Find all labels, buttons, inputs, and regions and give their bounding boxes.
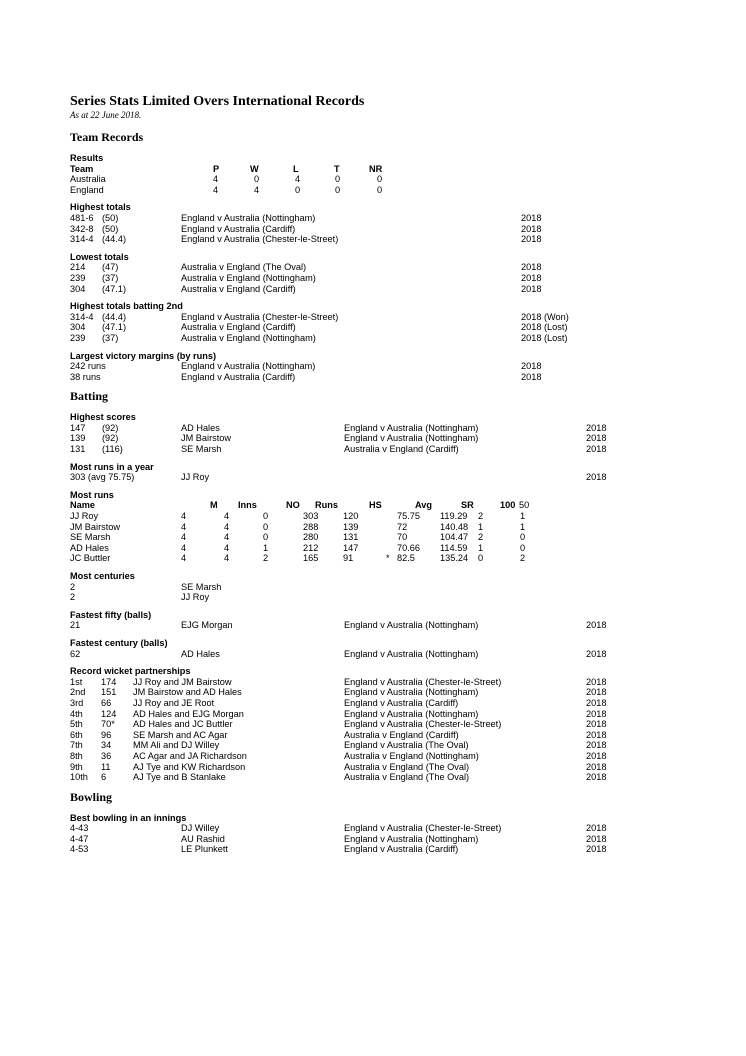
runs: 96: [101, 729, 112, 740]
cell-hs: 120: [343, 511, 359, 522]
runs: 147: [70, 422, 86, 433]
list-item: [70, 312, 630, 323]
list-item: [70, 582, 630, 593]
best-bowling-heading: Best bowling in an innings: [70, 812, 187, 823]
list-item: [70, 273, 630, 284]
most-runs-header-row: [70, 500, 630, 511]
score: 314-4: [70, 311, 94, 322]
wicket: 2nd: [70, 687, 86, 698]
wicket: 3rd: [70, 697, 84, 708]
year: 2018: [521, 262, 542, 273]
cell-runs: 212: [303, 542, 319, 553]
player: JJ Roy: [181, 592, 210, 603]
overs: (47.1): [102, 283, 127, 294]
cell-50: 0: [520, 532, 526, 543]
match: England v Australia (Nottingham): [344, 620, 479, 631]
list-item: [70, 677, 630, 688]
cell-no: 0: [263, 521, 269, 532]
year: 2018: [586, 772, 607, 783]
match: England v Australia (Cardiff): [181, 371, 296, 382]
count: 2: [70, 581, 76, 592]
cell-notout-mark: *: [386, 553, 390, 564]
cell-100: 2: [478, 511, 484, 522]
wicket: 4th: [70, 708, 83, 719]
list-item: [70, 844, 630, 855]
list-item: [70, 472, 630, 483]
section-team-records: Team Records: [70, 130, 144, 144]
cell-inns: 4: [224, 511, 230, 522]
cell-name: JJ Roy: [70, 511, 99, 522]
cell-p: 4: [213, 174, 219, 185]
records-page: [70, 94, 630, 862]
figures: 4-53: [70, 844, 89, 855]
match: Australia v England (Nottingham): [344, 750, 479, 761]
list-item: [70, 823, 630, 834]
list-item: [70, 224, 630, 235]
table-row: [70, 532, 630, 543]
overs: (47.1): [102, 322, 127, 333]
list-item: [70, 234, 630, 245]
runs: 36: [101, 750, 112, 761]
list-item: [70, 213, 630, 224]
match: Australia v England (Cardiff): [181, 283, 296, 294]
highest-scores-heading: Highest scores: [70, 412, 136, 423]
list-item: [70, 772, 630, 783]
year: 2018: [586, 719, 607, 730]
cell-no: 1: [263, 542, 269, 553]
cell-hs: 139: [343, 521, 359, 532]
runs: 124: [101, 708, 117, 719]
pair: JJ Roy and JM Bairstow: [133, 676, 232, 687]
score: 481-6: [70, 212, 94, 223]
runs: 174: [101, 676, 117, 687]
runs: 151: [101, 687, 117, 698]
most-centuries-block: [70, 571, 630, 603]
cell-hs: 91: [343, 553, 354, 564]
runs: 139: [70, 433, 86, 444]
table-row: [70, 543, 630, 554]
best-bowling-block: [70, 813, 630, 855]
figures: 4-43: [70, 823, 89, 834]
year: 2018: [586, 422, 607, 433]
year: 2018: [586, 648, 607, 659]
section-batting: Batting: [70, 389, 109, 404]
wicket: 10th: [70, 772, 88, 783]
list-item: [70, 262, 630, 273]
list-item: [70, 740, 630, 751]
score: 342-8: [70, 223, 94, 234]
match: Australia v England (The Oval): [181, 262, 307, 273]
fastest-fifty-block: [70, 610, 630, 631]
wicket: 9th: [70, 761, 83, 772]
runs-avg: 303 (avg 75.75): [70, 472, 135, 483]
match: Australia v England (Cardiff): [181, 322, 296, 333]
year-result: 2018 (Won): [521, 311, 569, 322]
year: 2018: [586, 472, 607, 483]
highest-totals-block: [70, 202, 630, 244]
overs: (44.4): [102, 234, 127, 245]
list-item: [70, 333, 630, 344]
highest-totals-2nd-heading: Highest totals batting 2nd: [70, 301, 183, 312]
cell-50: 1: [520, 511, 526, 522]
highest-totals-heading: Highest totals: [70, 202, 131, 213]
year: 2018: [586, 697, 607, 708]
table-row: [70, 511, 630, 522]
cell-w: 4: [254, 184, 260, 195]
cell-avg: 72: [397, 521, 408, 532]
overs: (37): [102, 332, 119, 343]
cell-l: 0: [295, 184, 301, 195]
col-50: 50: [519, 500, 530, 511]
cell-t: 0: [335, 184, 341, 195]
match: England v Australia (The Oval): [344, 740, 469, 751]
partnerships-heading: Record wicket partnerships: [70, 666, 191, 677]
player: SE Marsh: [181, 581, 222, 592]
player: JJ Roy: [181, 472, 210, 483]
col-sr: SR: [461, 500, 474, 511]
cell-runs: 165: [303, 553, 319, 564]
player: AU Rashid: [181, 833, 225, 844]
year: 2018: [586, 761, 607, 772]
col-nr: NR: [369, 163, 383, 174]
cell-sr: 135.24: [440, 553, 469, 564]
col-hs: HS: [369, 500, 382, 511]
cell-runs: 288: [303, 521, 319, 532]
section-bowling: Bowling: [70, 789, 113, 804]
match: England v Australia (Nottingham): [344, 648, 479, 659]
year: 2018: [586, 620, 607, 631]
list-item: [70, 687, 630, 698]
results-header-row: [70, 164, 630, 175]
cell-inns: 4: [224, 542, 230, 553]
year-result: 2018 (Lost): [521, 332, 568, 343]
fastest-fifty-heading: Fastest fifty (balls): [70, 609, 152, 620]
col-name: Name: [70, 500, 96, 511]
list-item: [70, 751, 630, 762]
match: England v Australia (Nottingham): [344, 833, 479, 844]
year: 2018: [521, 234, 542, 245]
match: Australia v England (The Oval): [344, 772, 470, 783]
runs: 11: [101, 761, 111, 772]
partnerships-block: [70, 666, 630, 783]
runs: 6: [101, 772, 107, 783]
pair: JM Bairstow and AD Hales: [133, 687, 242, 698]
table-row: [70, 553, 630, 564]
cell-name: AD Hales: [70, 542, 109, 553]
year: 2018: [586, 433, 607, 444]
most-runs-heading: Most runs: [70, 489, 114, 500]
list-item: [70, 719, 630, 730]
runs: 34: [101, 740, 112, 751]
cell-50: 2: [520, 553, 526, 564]
year: 2018: [521, 283, 542, 294]
cell-inns: 4: [224, 521, 230, 532]
runs: 66: [101, 697, 112, 708]
pair: AJ Tye and KW Richardson: [133, 761, 246, 772]
col-w: W: [250, 163, 259, 174]
match: England v Australia (Cardiff): [344, 697, 459, 708]
count: 2: [70, 592, 76, 603]
cell-100: 0: [478, 553, 484, 564]
cell-avg: 82.5: [397, 553, 415, 564]
cell-nr: 0: [377, 184, 383, 195]
cell-100: 1: [478, 521, 484, 532]
cell-runs: 303: [303, 511, 319, 522]
most-runs-year-heading: Most runs in a year: [70, 461, 154, 472]
cell-sr: 119.29: [440, 511, 468, 522]
runs: 131: [70, 444, 86, 455]
match: Australia v England (The Oval): [344, 761, 470, 772]
match: England v Australia (Cardiff): [344, 844, 459, 855]
cell-sr: 114.59: [440, 542, 468, 553]
margin: 38 runs: [70, 371, 101, 382]
cell-hs: 147: [343, 542, 359, 553]
list-item: [70, 284, 630, 295]
year: 2018: [586, 844, 607, 855]
col-t: T: [334, 163, 340, 174]
match: England v Australia (Nottingham): [344, 422, 479, 433]
cell-name: JM Bairstow: [70, 521, 121, 532]
year: 2018: [521, 223, 542, 234]
list-item: [70, 698, 630, 709]
pair: AD Hales and JC Buttler: [133, 719, 233, 730]
overs: (50): [102, 223, 119, 234]
col-l: L: [293, 163, 299, 174]
match: England v Australia (Chester-le-Street): [181, 234, 339, 245]
match: England v Australia (Nottingham): [344, 433, 479, 444]
cell-m: 4: [181, 511, 187, 522]
score: 239: [70, 272, 86, 283]
player: SE Marsh: [181, 444, 222, 455]
most-runs-block: [70, 490, 630, 564]
table-row: [70, 174, 630, 185]
page-title: Series Stats Limited Overs International Records: [70, 94, 365, 109]
table-row: [70, 185, 630, 196]
runs: 70*: [101, 719, 115, 730]
wicket: 1st: [70, 676, 83, 687]
cell-w: 0: [254, 174, 260, 185]
highest-scores-block: [70, 412, 630, 454]
score: 239: [70, 332, 86, 343]
match: England v Australia (Nottingham): [181, 212, 316, 223]
pair: AC Agar and JA Richardson: [133, 750, 247, 761]
cell-m: 4: [181, 553, 187, 564]
match: England v Australia (Chester-le-Street): [344, 719, 502, 730]
match: England v Australia (Chester-le-Street): [181, 311, 339, 322]
overs: (37): [102, 272, 119, 283]
cell-inns: 4: [224, 532, 230, 543]
pair: SE Marsh and AC Agar: [133, 729, 228, 740]
page-subtitle: As at 22 June 2018.: [70, 110, 142, 120]
list-item: [70, 834, 630, 845]
balls: 21: [70, 620, 81, 631]
wicket: 8th: [70, 750, 83, 761]
cell-runs: 280: [303, 532, 319, 543]
balls: (92): [102, 433, 119, 444]
overs: (47): [102, 262, 119, 273]
cell-name: JC Buttler: [70, 553, 111, 564]
wicket: 7th: [70, 740, 83, 751]
year: 2018: [586, 687, 607, 698]
list-item: [70, 730, 630, 741]
cell-sr: 140.48: [440, 521, 469, 532]
match: England v Australia (Nottingham): [344, 687, 479, 698]
table-row: [70, 522, 630, 533]
highest-totals-2nd-block: [70, 301, 630, 343]
cell-p: 4: [213, 184, 219, 195]
score: 314-4: [70, 234, 94, 245]
cell-m: 4: [181, 521, 187, 532]
year: 2018: [586, 740, 607, 751]
cell-avg: 70.66: [397, 542, 420, 553]
cell-sr: 104.47: [440, 532, 469, 543]
list-item: [70, 709, 630, 720]
col-p: P: [213, 163, 220, 174]
cell-team: England: [70, 184, 104, 195]
cell-nr: 0: [377, 174, 383, 185]
wicket: 5th: [70, 719, 83, 730]
player: JM Bairstow: [181, 433, 232, 444]
list-item: [70, 762, 630, 773]
year: 2018: [586, 729, 607, 740]
balls: (92): [102, 422, 119, 433]
match: Australia v England (Cardiff): [344, 729, 459, 740]
year-result: 2018 (Lost): [521, 322, 568, 333]
year: 2018: [586, 833, 607, 844]
year: 2018: [586, 823, 607, 834]
player: AD Hales: [181, 648, 220, 659]
pair: JJ Roy and JE Root: [133, 697, 215, 708]
cell-50: 0: [520, 542, 526, 553]
cell-100: 1: [478, 542, 484, 553]
score: 304: [70, 322, 86, 333]
list-item: [70, 649, 630, 660]
cell-name: SE Marsh: [70, 532, 111, 543]
lowest-totals-block: [70, 252, 630, 294]
player: DJ Willey: [181, 823, 220, 834]
match: Australia v England (Nottingham): [181, 272, 316, 283]
results-heading: Results: [70, 153, 104, 163]
list-item: [70, 423, 630, 434]
year: 2018: [586, 750, 607, 761]
overs: (50): [102, 212, 119, 223]
pair: AD Hales and EJG Morgan: [133, 708, 244, 719]
largest-victory-heading: Largest victory margins (by runs): [70, 350, 217, 361]
match: England v Australia (Nottingham): [344, 708, 479, 719]
wicket: 6th: [70, 729, 83, 740]
match: England v Australia (Chester-le-Street): [344, 823, 502, 834]
col-team: Team: [70, 163, 94, 174]
list-item: [70, 322, 630, 333]
col-no: NO: [286, 500, 300, 511]
cell-no: 2: [263, 553, 269, 564]
year: 2018: [521, 212, 542, 223]
list-item: [70, 444, 630, 455]
col-runs: Runs: [315, 500, 338, 511]
player: AD Hales: [181, 422, 220, 433]
player: LE Plunkett: [181, 844, 228, 855]
results-block: [70, 153, 630, 195]
year: 2018: [586, 676, 607, 687]
cell-inns: 4: [224, 553, 230, 564]
list-item: [70, 372, 630, 383]
match: Australia v England (Nottingham): [181, 332, 316, 343]
cell-team: Australia: [70, 174, 106, 185]
score: 214: [70, 262, 86, 273]
balls: (116): [102, 444, 123, 455]
cell-avg: 75.75: [397, 511, 420, 522]
lowest-totals-heading: Lowest totals: [70, 251, 129, 262]
fastest-century-block: [70, 638, 630, 659]
cell-50: 1: [520, 521, 526, 532]
list-item: [70, 433, 630, 444]
year: 2018: [586, 444, 607, 455]
cell-hs: 131: [343, 532, 359, 543]
cell-100: 2: [478, 532, 484, 543]
match: England v Australia (Cardiff): [181, 223, 296, 234]
match: England v Australia (Nottingham): [181, 361, 316, 372]
year: 2018: [521, 371, 542, 382]
most-centuries-heading: Most centuries: [70, 571, 135, 581]
col-inns: Inns: [238, 500, 257, 511]
match: Australia v England (Cardiff): [344, 444, 459, 455]
figures: 4-47: [70, 833, 89, 844]
match: England v Australia (Chester-le-Street): [344, 676, 502, 687]
cell-l: 4: [295, 174, 301, 185]
cell-m: 4: [181, 542, 187, 553]
list-item: [70, 620, 630, 631]
col-m: M: [210, 500, 218, 511]
cell-avg: 70: [397, 532, 408, 543]
list-item: [70, 592, 630, 603]
cell-no: 0: [263, 532, 269, 543]
overs: (44.4): [102, 311, 127, 322]
pair: AJ Tye and B Stanlake: [133, 772, 226, 783]
year: 2018: [521, 272, 542, 283]
most-runs-year-block: [70, 462, 630, 483]
cell-t: 0: [335, 174, 341, 185]
fastest-century-heading: Fastest century (balls): [70, 637, 168, 648]
col-avg: Avg: [415, 500, 433, 511]
balls: 62: [70, 648, 81, 659]
largest-victory-block: [70, 351, 630, 383]
margin: 242 runs: [70, 361, 106, 372]
cell-m: 4: [181, 532, 187, 543]
pair: MM Ali and DJ Willey: [133, 740, 220, 751]
year: 2018: [521, 361, 542, 372]
player: EJG Morgan: [181, 620, 233, 631]
score: 304: [70, 283, 86, 294]
year: 2018: [586, 708, 607, 719]
col-100: 100: [500, 500, 516, 511]
list-item: [70, 361, 630, 372]
cell-no: 0: [263, 511, 269, 522]
